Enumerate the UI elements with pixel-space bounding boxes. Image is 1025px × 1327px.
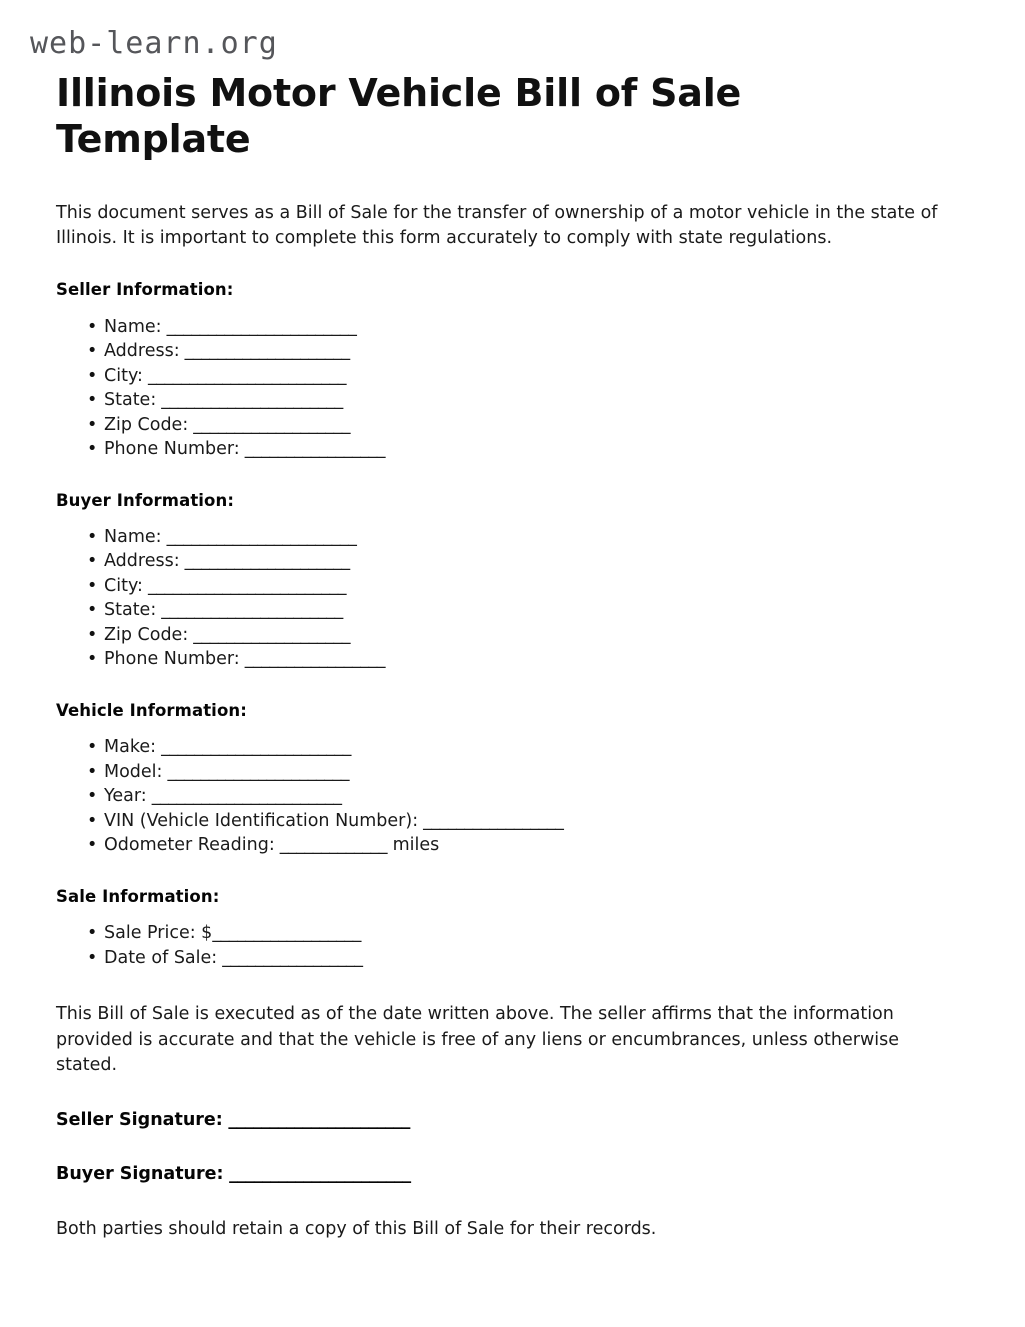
intro-paragraph-block [56, 201, 946, 251]
field-list-vehicle [56, 735, 946, 858]
fill-in-rule[interactable]: _______________________ [161, 526, 357, 547]
field-label: Address: [104, 551, 180, 572]
fill-in-rule[interactable]: _______________________ [156, 737, 351, 758]
field-label: Sale Price: $ [104, 923, 213, 944]
fill-in-rule[interactable]: ____________________ [179, 341, 350, 362]
buyer-signature-line [56, 1162, 946, 1187]
section-heading-sale: Sale Information: [56, 886, 220, 906]
section-buyer-information [56, 490, 946, 672]
fill-in-rule[interactable]: _________________ [217, 947, 363, 968]
intro-paragraph: This document serves as a Bill of Sale for the transfer of ownership of a motor vehicle in the state of Illinois. It is important to complete this form accurately to comply with state regulations. [56, 202, 938, 248]
fill-in-rule[interactable]: ___________________ [188, 624, 351, 645]
site-watermark: web-learn.org [30, 26, 278, 61]
footer-note-block [56, 1217, 946, 1242]
field-list-sale [56, 921, 946, 970]
field-row-seller-phone-number [56, 437, 946, 462]
field-label: City: [104, 575, 143, 596]
section-heading-vehicle: Vehicle Information: [56, 700, 247, 720]
fill-in-rule[interactable]: __________________ [212, 923, 361, 944]
fill-in-rule[interactable]: ______________________ [156, 600, 343, 621]
section-heading-buyer: Buyer Information: [56, 490, 235, 510]
field-row-seller-state [56, 388, 946, 413]
field-label: VIN (Vehicle Identification Number): [104, 810, 419, 831]
closing-paragraph: This Bill of Sale is executed as of the date written above. The seller affirms that the information provided is accurate and that the vehicle is free of any liens or encumbrances, unless otherwise stated. [56, 1004, 900, 1075]
fill-in-rule[interactable]: _________________ [418, 810, 564, 831]
field-row-vehicle-vin [56, 809, 946, 834]
fill-in-rule[interactable]: _______________________ [146, 786, 342, 807]
field-row-buyer-phone-number [56, 647, 946, 672]
field-row-date-of-sale [56, 946, 946, 971]
field-label: State: [104, 600, 157, 621]
page-title: Illinois Motor Vehicle Bill of Sale Template [56, 71, 742, 162]
field-row-sale-price [56, 921, 946, 946]
field-row-buyer-address [56, 549, 946, 574]
buyer-signature-label: Buyer Signature: [56, 1164, 224, 1185]
field-label: Zip Code: [104, 624, 189, 645]
field-label: Address: [104, 341, 180, 362]
field-label: City: [104, 365, 143, 386]
field-label: Name: [104, 526, 162, 547]
field-label: Date of Sale: [104, 947, 218, 968]
field-label: Model: [104, 761, 163, 782]
document-content [56, 70, 946, 1242]
fill-in-rule[interactable]: ____________________ [179, 551, 350, 572]
field-label: Make: [104, 737, 156, 758]
seller-signature-label: Seller Signature: [56, 1109, 223, 1130]
seller-signature-line [56, 1108, 946, 1133]
field-suffix-miles: miles [387, 835, 440, 856]
field-list-buyer [56, 525, 946, 672]
field-row-buyer-zip-code [56, 623, 946, 648]
field-row-vehicle-model [56, 760, 946, 785]
fill-in-rule[interactable]: _________________ [239, 439, 385, 460]
footer-note: Both parties should retain a copy of this Bill of Sale for their records. [56, 1218, 657, 1239]
fill-in-rule[interactable]: ________________________ [142, 575, 347, 596]
field-list-seller [56, 315, 946, 462]
field-row-buyer-city [56, 574, 946, 599]
field-row-vehicle-odometer [56, 833, 946, 858]
fill-in-rule[interactable]: _____________ [274, 835, 388, 856]
field-row-seller-zip-code [56, 413, 946, 438]
field-label: Name: [104, 316, 162, 337]
field-row-buyer-state [56, 598, 946, 623]
field-row-seller-city [56, 364, 946, 389]
field-row-seller-address [56, 339, 946, 364]
section-heading-seller: Seller Information: [56, 280, 234, 300]
section-vehicle-information [56, 700, 946, 858]
fill-in-rule[interactable]: ___________________ [188, 414, 351, 435]
fill-in-rule[interactable]: _________________ [239, 649, 385, 670]
section-seller-information [56, 279, 946, 461]
closing-paragraph-block [56, 1002, 946, 1078]
field-row-seller-name [56, 315, 946, 340]
field-label: Zip Code: [104, 414, 189, 435]
field-row-vehicle-year [56, 784, 946, 809]
buyer-signature-rule[interactable]: ______________________ [223, 1164, 411, 1185]
field-row-buyer-name [56, 525, 946, 550]
fill-in-rule[interactable]: ________________________ [142, 365, 347, 386]
field-row-vehicle-make [56, 735, 946, 760]
fill-in-rule[interactable]: ______________________ [156, 390, 343, 411]
seller-signature-rule[interactable]: ______________________ [222, 1109, 410, 1130]
fill-in-rule[interactable]: ______________________ [162, 761, 350, 782]
field-label: State: [104, 390, 157, 411]
field-label: Phone Number: [104, 649, 240, 670]
fill-in-rule[interactable]: _______________________ [161, 316, 357, 337]
field-label: Phone Number: [104, 439, 240, 460]
section-sale-information [56, 886, 946, 970]
field-label: Year: [104, 786, 147, 807]
field-label: Odometer Reading: [104, 835, 275, 856]
